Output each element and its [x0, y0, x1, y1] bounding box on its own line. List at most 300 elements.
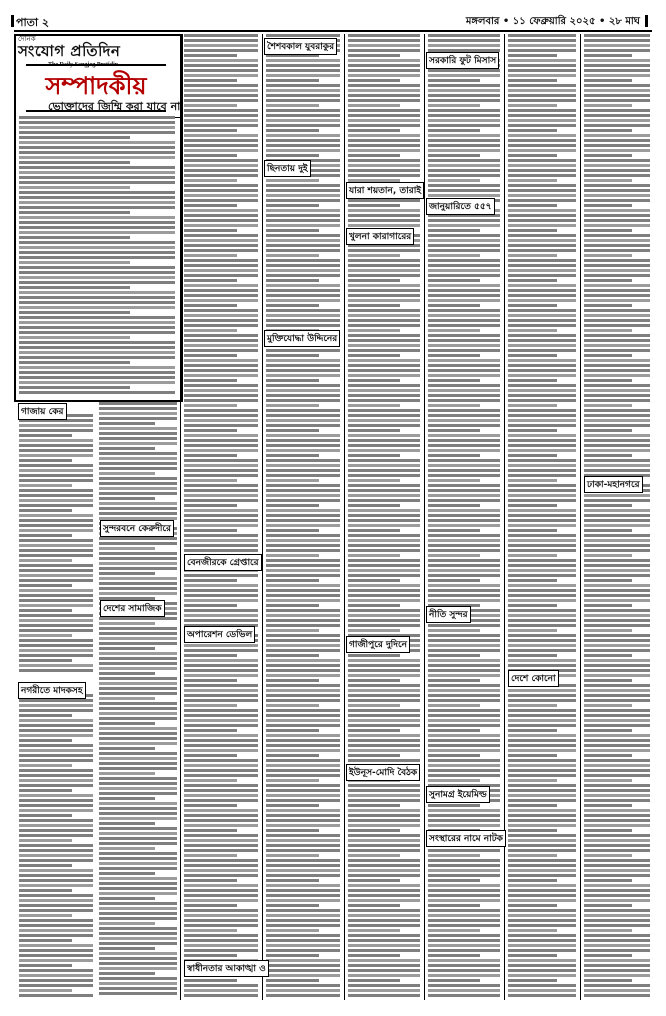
text-line: [19, 669, 93, 672]
text-line: [348, 454, 400, 457]
text-line: [184, 84, 258, 87]
text-line: [584, 579, 632, 582]
text-line: [19, 849, 93, 852]
text-line: [428, 449, 500, 452]
text-line: [508, 594, 576, 597]
text-line: [584, 664, 650, 667]
text-line: [99, 652, 177, 655]
col-divider-6: [504, 34, 505, 1000]
text-line: [348, 884, 420, 887]
text-line: [348, 479, 400, 482]
text-line: [266, 384, 340, 387]
text-line: [348, 874, 420, 877]
text-line: [348, 754, 400, 757]
text-line: [99, 547, 155, 550]
text-line: [508, 164, 576, 167]
text-line: [99, 497, 155, 500]
text-line: [584, 409, 650, 412]
text-line: [99, 992, 177, 995]
text-line: [508, 219, 576, 222]
text-line: [19, 839, 72, 842]
text-line: [584, 669, 650, 672]
text-line: [508, 434, 576, 437]
text-line: [508, 989, 576, 992]
text-line: [266, 834, 340, 837]
text-line: [428, 349, 500, 352]
text-line: [99, 562, 177, 565]
text-line: [508, 924, 576, 927]
text-line: [508, 349, 576, 352]
text-line: [266, 349, 340, 352]
text-line: [19, 236, 130, 239]
headline-january: জানুয়ারিতে ৫৫৭: [426, 198, 495, 215]
text-line: [19, 524, 93, 527]
col5-article: [427, 34, 501, 1000]
text-line: [184, 509, 258, 512]
text-line: [99, 762, 177, 765]
text-line: [508, 454, 557, 457]
text-line: [184, 159, 258, 162]
text-line: [584, 449, 650, 452]
text-line: [184, 179, 237, 182]
text-line: [348, 629, 400, 632]
headline-chhintai: ছিনতায় দুই: [264, 160, 311, 177]
text-line: [266, 939, 340, 942]
text-line: [348, 929, 400, 932]
text-line: [184, 119, 258, 122]
text-line: [348, 214, 420, 217]
text-line: [428, 669, 500, 672]
text-line: [19, 366, 175, 369]
text-line: [184, 424, 258, 427]
text-line: [584, 684, 650, 687]
text-line: [184, 604, 237, 607]
text-line: [266, 669, 340, 672]
text-line: [266, 634, 340, 637]
text-line: [428, 229, 480, 232]
text-line: [584, 379, 632, 382]
text-line: [508, 904, 557, 907]
text-line: [19, 764, 72, 767]
text-line: [348, 289, 420, 292]
text-line: [266, 354, 319, 357]
text-line: [19, 216, 175, 219]
text-line: [184, 339, 258, 342]
text-line: [508, 789, 576, 792]
text-line: [348, 509, 420, 512]
text-line: [348, 659, 420, 662]
text-line: [584, 254, 632, 257]
text-line: [99, 702, 177, 705]
text-line: [184, 209, 258, 212]
text-line: [428, 234, 500, 237]
text-line: [19, 469, 93, 472]
text-line: [184, 829, 237, 832]
text-line: [19, 206, 175, 209]
text-line: [266, 449, 340, 452]
text-line: [266, 914, 340, 917]
text-line: [184, 719, 258, 722]
text-line: [184, 334, 258, 337]
text-line: [99, 832, 177, 835]
text-line: [584, 824, 650, 827]
text-line: [584, 509, 650, 512]
text-line: [508, 914, 576, 917]
text-line: [184, 904, 237, 907]
text-line: [184, 809, 258, 812]
text-line: [266, 99, 340, 102]
text-line: [184, 294, 258, 297]
text-line: [19, 276, 175, 279]
text-line: [184, 419, 258, 422]
text-line: [428, 369, 500, 372]
text-line: [184, 584, 258, 587]
text-line: [584, 219, 650, 222]
text-line: [266, 779, 319, 782]
text-line: [348, 734, 420, 737]
text-line: [99, 952, 177, 955]
text-line: [19, 316, 175, 319]
dateline: মঙ্গলবার • ১১ ফেব্রুয়ারি ২০২৫ • ২৮ মাঘ: [466, 14, 640, 31]
text-line: [99, 977, 177, 980]
text-line: [584, 344, 650, 347]
text-line: [19, 191, 175, 194]
headline-niti: নীতি সুন্দর: [426, 606, 471, 623]
text-line: [508, 589, 576, 592]
text-line: [19, 201, 175, 204]
text-line: [19, 351, 175, 354]
text-line: [19, 504, 93, 507]
text-line: [428, 264, 500, 267]
text-line: [348, 584, 420, 587]
col-divider-3: [262, 34, 263, 1000]
text-line: [584, 724, 650, 727]
text-line: [584, 954, 632, 957]
text-line: [19, 794, 93, 797]
text-line: [348, 749, 420, 752]
text-line: [584, 744, 650, 747]
text-line: [508, 394, 576, 397]
text-line: [348, 809, 420, 812]
text-line: [19, 869, 93, 872]
text-line: [584, 704, 632, 707]
text-line: [584, 764, 650, 767]
text-line: [584, 589, 650, 592]
text-line: [508, 309, 576, 312]
text-line: [184, 389, 258, 392]
text-line: [428, 224, 500, 227]
text-line: [584, 144, 650, 147]
text-line: [508, 829, 557, 832]
text-line: [184, 384, 258, 387]
text-line: [428, 599, 500, 602]
text-line: [508, 879, 557, 882]
text-line: [184, 139, 258, 142]
text-line: [508, 69, 576, 72]
text-line: [184, 374, 258, 377]
text-line: [348, 384, 420, 387]
text-line: [348, 124, 420, 127]
text-line: [348, 804, 400, 807]
text-line: [428, 274, 500, 277]
text-line: [184, 799, 258, 802]
text-line: [584, 119, 650, 122]
text-line: [266, 724, 340, 727]
text-line: [584, 434, 650, 437]
text-line: [99, 852, 177, 855]
text-line: [266, 654, 319, 657]
text-line: [584, 599, 650, 602]
text-line: [266, 324, 340, 327]
text-line: [348, 334, 420, 337]
text-line: [584, 604, 632, 607]
text-line: [508, 939, 576, 942]
text-line: [19, 356, 175, 359]
text-line: [184, 274, 258, 277]
text-line: [508, 194, 576, 197]
text-line: [266, 554, 319, 557]
text-line: [508, 389, 576, 392]
text-line: [508, 364, 576, 367]
text-line: [266, 544, 340, 547]
text-line: [584, 879, 632, 882]
text-line: [266, 359, 340, 362]
text-line: [584, 154, 632, 157]
text-line: [428, 684, 500, 687]
text-line: [508, 169, 576, 172]
text-line: [508, 614, 576, 617]
headline-shaishab: শৈশবকাল যুবরাকুর: [264, 38, 337, 55]
text-line: [19, 699, 93, 702]
text-line: [266, 954, 319, 957]
text-line: [348, 394, 420, 397]
text-line: [508, 754, 557, 757]
text-line: [99, 862, 177, 865]
text-line: [508, 289, 576, 292]
text-line: [428, 769, 500, 772]
text-line: [508, 479, 557, 482]
text-line: [184, 459, 258, 462]
text-line: [428, 824, 500, 827]
text-line: [99, 617, 177, 620]
text-line: [508, 884, 576, 887]
text-line: [184, 264, 258, 267]
text-line: [19, 136, 130, 139]
text-line: [266, 199, 340, 202]
text-line: [266, 294, 340, 297]
text-line: [99, 982, 177, 985]
text-line: [19, 186, 130, 189]
text-line: [99, 727, 177, 730]
text-line: [348, 834, 420, 837]
text-line: [584, 364, 650, 367]
text-line: [19, 724, 93, 727]
text-line: [428, 474, 500, 477]
text-line: [19, 196, 175, 199]
text-line: [508, 304, 557, 307]
text-line: [19, 834, 93, 837]
text-line: [508, 94, 576, 97]
headline-dhaka: ঢাকা-মহানগরে: [584, 476, 643, 493]
text-line: [266, 919, 340, 922]
text-line: [19, 539, 93, 542]
text-line: [584, 419, 650, 422]
text-line: [428, 899, 500, 902]
text-line: [266, 774, 340, 777]
text-line: [348, 224, 420, 227]
text-line: [266, 64, 340, 67]
text-line: [428, 714, 500, 717]
text-line: [508, 239, 576, 242]
text-line: [348, 284, 420, 287]
text-line: [19, 371, 175, 374]
text-line: [348, 724, 420, 727]
text-line: [348, 939, 420, 942]
text-line: [348, 209, 420, 212]
text-line: [19, 729, 93, 732]
text-line: [348, 664, 420, 667]
text-line: [19, 549, 93, 552]
text-line: [348, 544, 420, 547]
text-line: [428, 544, 500, 547]
text-line: [266, 929, 319, 932]
text-line: [508, 184, 576, 187]
text-line: [508, 214, 576, 217]
text-line: [508, 699, 576, 702]
text-line: [266, 604, 319, 607]
text-line: [428, 479, 480, 482]
text-line: [428, 284, 500, 287]
text-line: [428, 389, 500, 392]
text-line: [266, 419, 340, 422]
text-line: [508, 549, 576, 552]
text-line: [19, 759, 93, 762]
text-line: [508, 179, 557, 182]
text-line: [348, 89, 420, 92]
text-line: [348, 309, 420, 312]
text-line: [428, 989, 500, 992]
text-line: [184, 899, 258, 902]
text-line: [99, 932, 177, 935]
text-line: [266, 479, 319, 482]
text-line: [584, 919, 650, 922]
text-line: [428, 859, 500, 862]
text-line: [348, 914, 420, 917]
text-line: [19, 156, 175, 159]
text-line: [99, 457, 177, 460]
text-line: [19, 529, 93, 532]
text-line: [266, 239, 340, 242]
text-line: [19, 444, 93, 447]
text-line: [184, 704, 237, 707]
text-line: [348, 149, 420, 152]
text-line: [99, 667, 177, 670]
text-line: [508, 854, 557, 857]
text-line: [184, 889, 258, 892]
text-line: [184, 414, 258, 417]
col1-article-2: [18, 694, 94, 1000]
text-line: [348, 559, 420, 562]
headline-muktijoddha: মুক্তিযোদ্ধা উদ্দিনের: [264, 330, 340, 347]
text-line: [428, 909, 500, 912]
text-line: [428, 719, 500, 722]
col-divider-4: [344, 34, 345, 1000]
text-line: [508, 449, 576, 452]
text-line: [508, 404, 557, 407]
text-line: [584, 209, 650, 212]
text-line: [19, 459, 72, 462]
text-line: [584, 699, 650, 702]
text-line: [348, 409, 420, 412]
text-line: [99, 802, 177, 805]
text-line: [508, 784, 576, 787]
text-line: [184, 239, 258, 242]
text-line: [508, 249, 576, 252]
text-line: [99, 557, 177, 560]
text-line: [348, 794, 420, 797]
text-line: [348, 969, 420, 972]
text-line: [266, 184, 340, 187]
text-line: [508, 624, 576, 627]
text-line: [584, 644, 650, 647]
text-line: [19, 934, 93, 937]
text-line: [428, 334, 500, 337]
text-line: [184, 924, 258, 927]
text-line: [19, 954, 93, 957]
text-line: [584, 944, 650, 947]
text-line: [266, 994, 340, 997]
text-line: [508, 109, 576, 112]
text-line: [584, 634, 650, 637]
text-line: [584, 619, 650, 622]
text-line: [19, 261, 130, 264]
text-line: [266, 374, 340, 377]
text-line: [266, 729, 319, 732]
text-line: [99, 957, 177, 960]
text-line: [348, 304, 400, 307]
text-line: [428, 94, 500, 97]
text-line: [508, 859, 576, 862]
text-line: [508, 174, 576, 177]
text-line: [266, 464, 340, 467]
text-line: [184, 89, 258, 92]
text-line: [19, 789, 72, 792]
text-line: [19, 614, 93, 617]
text-line: [99, 552, 177, 555]
text-line: [19, 644, 93, 647]
text-line: [266, 614, 340, 617]
text-line: [584, 289, 650, 292]
text-line: [184, 549, 258, 552]
text-line: [266, 79, 319, 82]
text-line: [584, 559, 650, 562]
text-line: [184, 544, 258, 547]
col7-article: [583, 34, 651, 1000]
text-line: [348, 39, 420, 42]
text-line: [99, 742, 177, 745]
text-line: [508, 544, 576, 547]
text-line: [428, 754, 480, 757]
text-line: [508, 89, 576, 92]
text-line: [584, 774, 650, 777]
text-line: [266, 599, 340, 602]
text-line: [584, 494, 650, 497]
text-line: [348, 984, 420, 987]
text-line: [428, 814, 500, 817]
text-line: [584, 859, 650, 862]
text-line: [428, 499, 500, 502]
text-line: [266, 559, 340, 562]
